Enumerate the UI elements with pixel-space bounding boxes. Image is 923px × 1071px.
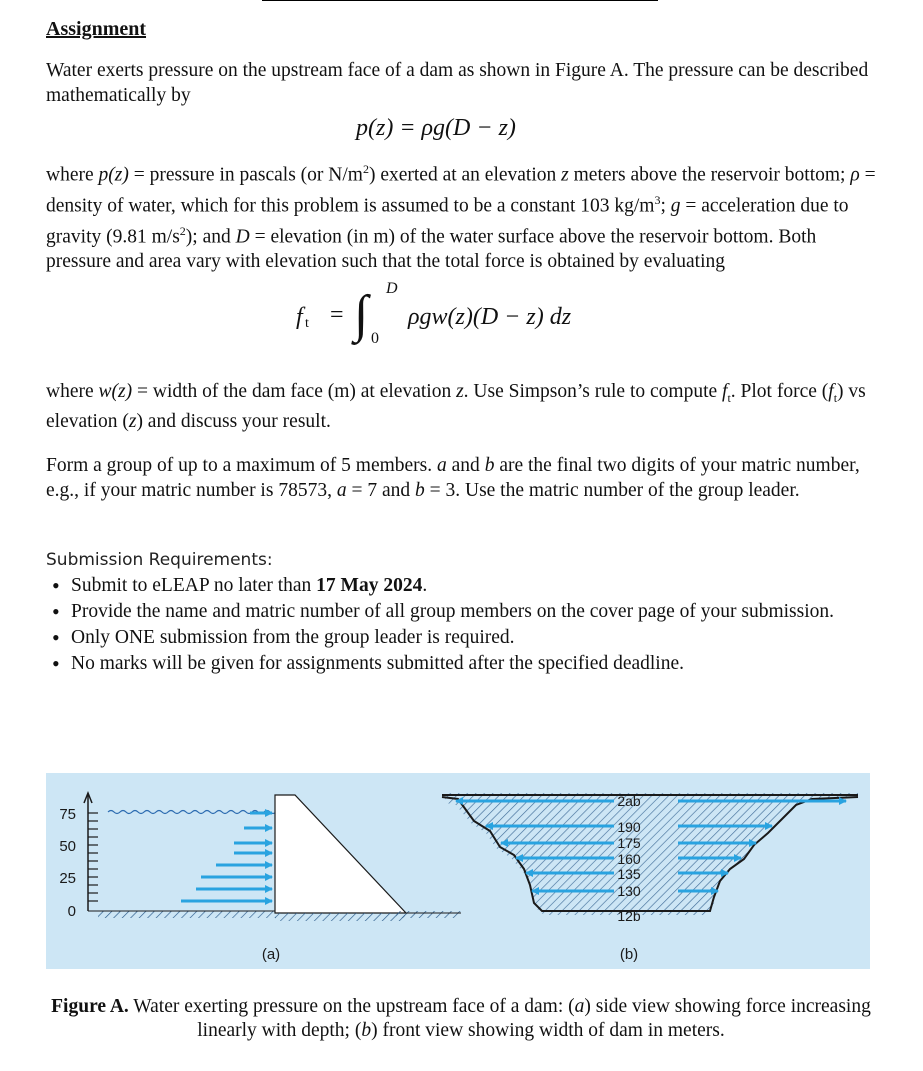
width-label: 12b [617, 908, 641, 924]
tick-label-75: 75 [59, 806, 76, 823]
dam-diagram [46, 773, 870, 969]
pressure-arrows [181, 813, 272, 901]
pressure-definitions: where p(z) = pressure in pascals (or $N/m^2$) exerted at an elevation z meters above the reservoir bottom; ρ = density of water, which for this problem is assumed to be a constant 103 $kg/m^3$; g = acceleration due to gravity (9.81 $m/s^2$); and D = elevation (in m) of the water surface above the reservoir bottom. Both pressure and area vary with elevation such that the total force is obtained by evaluating [46, 162, 876, 272]
valley-hatch [444, 793, 858, 915]
width-label: 135 [617, 866, 641, 882]
tick-label-0: 0 [67, 903, 76, 920]
force-integral-equation: f t = ∫ D 0 ρgw(z)(D − z) dz [296, 280, 572, 347]
group-instructions: Form a group of up to a maximum of 5 members. a and b are the final two digits of your matric number, e.g., if your matric number is 78573, a = 7 and b = 3. Use the matric number of the group leader. [46, 455, 860, 501]
front-view-panel [442, 793, 858, 963]
list-item: • No marks will be given for assignments submitted after the specified deadline. [46, 652, 876, 677]
pressure-equation: p(z) = ρg(D − z) [356, 115, 516, 141]
dam-body [275, 795, 406, 913]
panel-a-label: (a) [261, 946, 281, 963]
top-rule [262, 0, 658, 1]
list-item: • Submit to eLEAP no later than 17 May 2024. [46, 574, 876, 599]
ground-hatch [98, 911, 276, 918]
list-item: • Provide the name and matric number of all group members on the cover page of your submission. [46, 600, 876, 625]
tick-label-50: 50 [59, 838, 76, 855]
tick-label-25: 25 [59, 870, 76, 887]
panel-b-label: (b) [619, 946, 639, 963]
width-label: 190 [617, 819, 641, 835]
list-item: • Only ONE submission from the group leader is required. [46, 626, 876, 651]
width-label: 2ab [617, 793, 641, 809]
width-label: 160 [617, 851, 641, 867]
submission-list [46, 574, 876, 678]
side-view-panel [59, 793, 461, 963]
intro-paragraph: Water exerts pressure on the upstream face of a dam as shown in Figure A. The pressure can be described mathematically by [46, 60, 869, 106]
figure-caption: Figure A. Water exerting pressure on the upstream face of a dam: (a) side view showing force increasing linearly with depth; (b) front view showing width of dam in meters. [51, 996, 871, 1041]
submission-heading: Submission Requirements: [46, 550, 273, 570]
width-label: 175 [617, 835, 641, 851]
width-definition: where w(z) = width of the dam face (m) at elevation z. Use Simpson’s rule to compute $f_t$. Plot force $(f_t)$ vs elevation (z) and discuss your result. [46, 381, 866, 433]
page-title: Assignment [46, 18, 147, 40]
figure-a [46, 773, 870, 969]
width-label: 130 [617, 883, 641, 899]
